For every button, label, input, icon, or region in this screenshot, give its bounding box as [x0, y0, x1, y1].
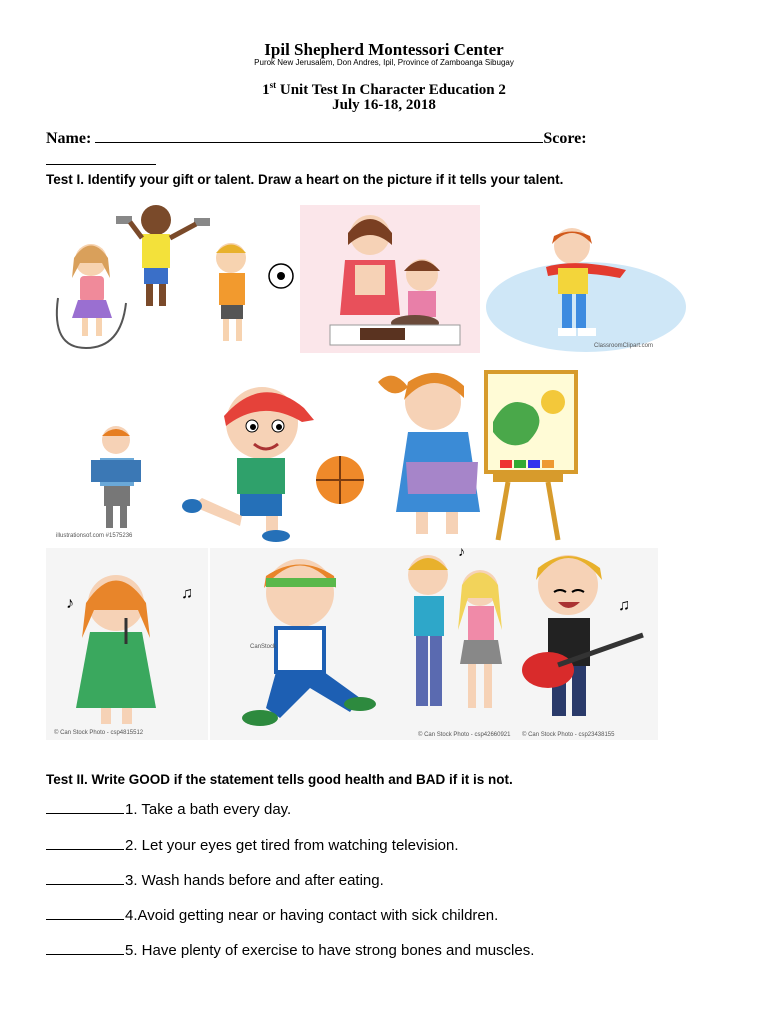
answer-blank[interactable]: [46, 870, 124, 885]
boy-reading-book-icon[interactable]: [46, 420, 156, 540]
answer-blank[interactable]: [46, 835, 124, 850]
mother-daughter-cooking-icon[interactable]: [300, 205, 480, 353]
music-note-icon: ♪: [458, 545, 465, 560]
classroom-watermark: ClassroomClipart.com: [594, 343, 654, 349]
kids-exercising-icon[interactable]: [46, 198, 296, 353]
music-note-icon: ♫: [618, 597, 630, 614]
test-dates: July 16-18, 2018: [332, 97, 436, 113]
test2-item: [46, 835, 459, 854]
school-name: Ipil Shepherd Montessori Center: [264, 40, 504, 59]
item-text: 3. Wash hands before and after eating.: [125, 872, 384, 889]
item-text: 2. Let your eyes get tired from watching television.: [125, 837, 459, 854]
boy-running-icon[interactable]: [210, 548, 388, 740]
test-ordinal: 1: [262, 82, 270, 98]
guitar-watermark: © Can Stock Photo - csp23438155: [522, 732, 615, 738]
boy-playing-guitar-icon[interactable]: [518, 540, 658, 740]
score-field[interactable]: [46, 152, 156, 165]
girl-singing-icon[interactable]: [46, 548, 208, 740]
item-text: 5. Have plenty of exercise to have strong bones and muscles.: [125, 942, 535, 959]
test2-item: [46, 940, 534, 959]
item-text: 1. Take a bath every day.: [125, 801, 292, 818]
answer-blank[interactable]: [46, 799, 124, 814]
answer-blank[interactable]: [46, 905, 124, 920]
singer-watermark: © Can Stock Photo - csp4815512: [54, 730, 144, 736]
test2-item: [46, 905, 498, 924]
canstock-watermark: CanStock: [250, 644, 277, 650]
music-note-icon: ♫: [181, 585, 193, 602]
girl-ice-skating-icon[interactable]: [486, 222, 686, 352]
item-text: 4.Avoid getting near or having contact with sick children.: [125, 907, 499, 924]
answer-blank[interactable]: [46, 940, 124, 955]
test-ordinal-suffix: st: [269, 80, 277, 90]
test2-instruction: Test II. Write GOOD if the statement tells good health and BAD if it is not.: [46, 772, 513, 787]
kids-dancing-icon[interactable]: [388, 540, 518, 740]
name-field[interactable]: [95, 130, 543, 143]
score-label: Score:: [543, 130, 587, 147]
illustrations-watermark: illustrationsof.com #1575236: [56, 533, 133, 539]
test1-instruction: Test I. Identify your gift or talent. Draw a heart on the picture if it tells your talent.: [46, 172, 564, 187]
test-title-text: Unit Test In Character Education 2: [276, 82, 506, 98]
boy-playing-basketball-icon[interactable]: [182, 378, 372, 543]
music-note-icon: ♪: [66, 595, 74, 612]
name-score-line: [46, 130, 587, 148]
dancers-watermark: © Can Stock Photo - csp42660921: [418, 732, 511, 738]
girl-painting-icon[interactable]: [368, 362, 588, 542]
test2-item: [46, 870, 384, 889]
school-address: Purok New Jerusalem, Don Andres, Ipil, Province of Zamboanga Sibugay: [254, 58, 514, 67]
test2-item: [46, 799, 291, 818]
name-label: Name:: [46, 130, 92, 147]
